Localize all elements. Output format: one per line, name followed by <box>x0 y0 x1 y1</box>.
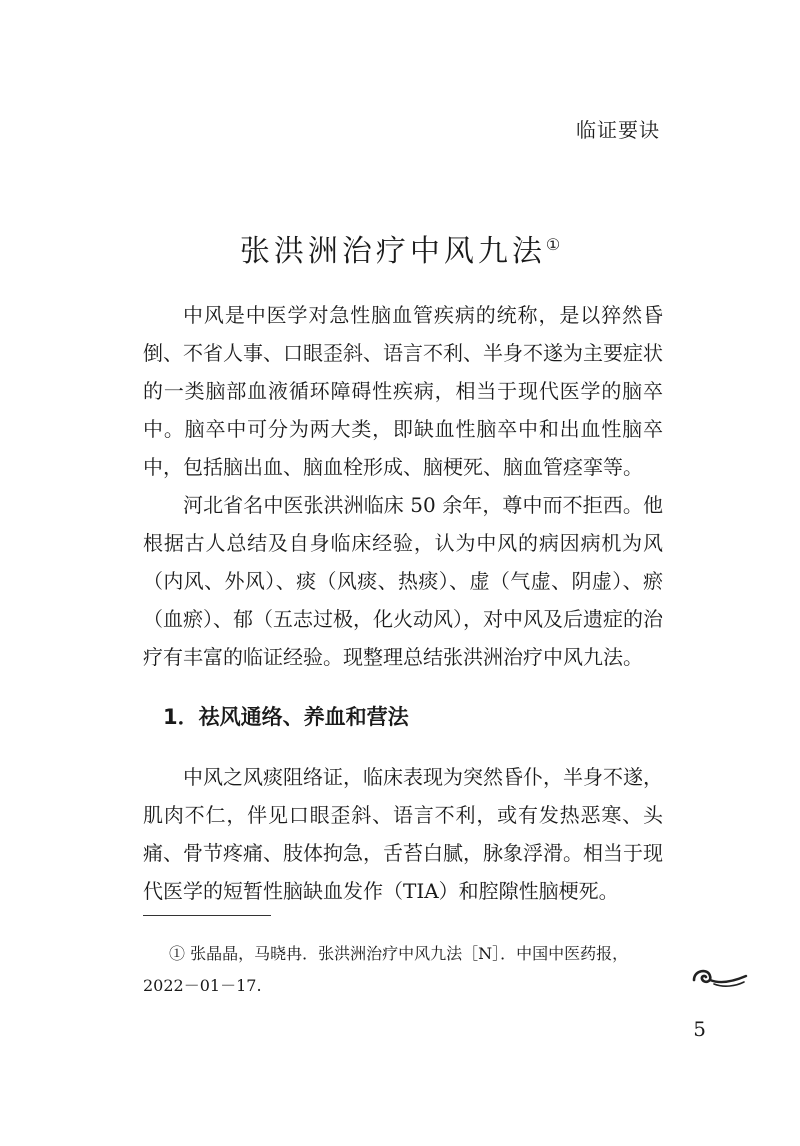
page-number: 5 <box>693 1017 706 1041</box>
footnote-marker: ① <box>169 944 186 963</box>
footnote-line-2: 2022－01－17. <box>143 976 262 995</box>
title-text: 张洪洲治疗中风九法 <box>239 234 546 269</box>
title-footnote-marker[interactable]: ① <box>545 235 561 254</box>
section-heading: 1．祛风通络、养血和营法 <box>163 705 409 729</box>
section-paragraph: 中风之风痰阻络证，临床表现为突然昏仆，半身不遂，肌肉不仁，伴见口眼歪斜、语言不利，或有发热恶寒、头痛、骨节疼痛、肢体拘急，舌苔白腻，脉象浮滑。相当于现代医学的短暂性脑缺血发作（TIA）和腔隙性脑梗死。 <box>143 765 663 903</box>
running-head: 临证要诀 <box>576 118 660 142</box>
footnote-line-1 <box>143 938 663 970</box>
article-body <box>143 296 663 910</box>
paragraph-background: 河北省名中医张洪洲临床 50 余年，尊中而不拒西。他根据古人总结及自身临床经验，认为中风的病因病机为风（内风、外风）、痰（风痰、热痰）、虚（气虚、阴虚）、瘀（血瘀）、郁（五志过极，化火动风），对中风及后遗症的治疗有丰富的临证经验。现整理总结张洪洲治疗中风九法。 <box>143 493 663 669</box>
footnote-citation: 张晶晶，马晓冉．张洪洲治疗中风九法［N］．中国中医药报， <box>190 944 629 963</box>
footnote-divider <box>143 915 271 916</box>
footnote <box>143 938 663 1002</box>
paragraph-intro: 中风是中医学对急性脑血管疾病的统称，是以猝然昏倒、不省人事、口眼歪斜、语言不利、半身不遂为主要症状的一类脑部血液循环障碍性疾病，相当于现代医学的脑卒中。脑卒中可分为两大类，即缺血性脑卒中和出血性脑卒中，包括脑出血、脑血栓形成、脑梗死、脑血管痉挛等。 <box>143 303 663 479</box>
cloud-ornament-icon <box>690 962 750 992</box>
article-title <box>0 226 800 270</box>
